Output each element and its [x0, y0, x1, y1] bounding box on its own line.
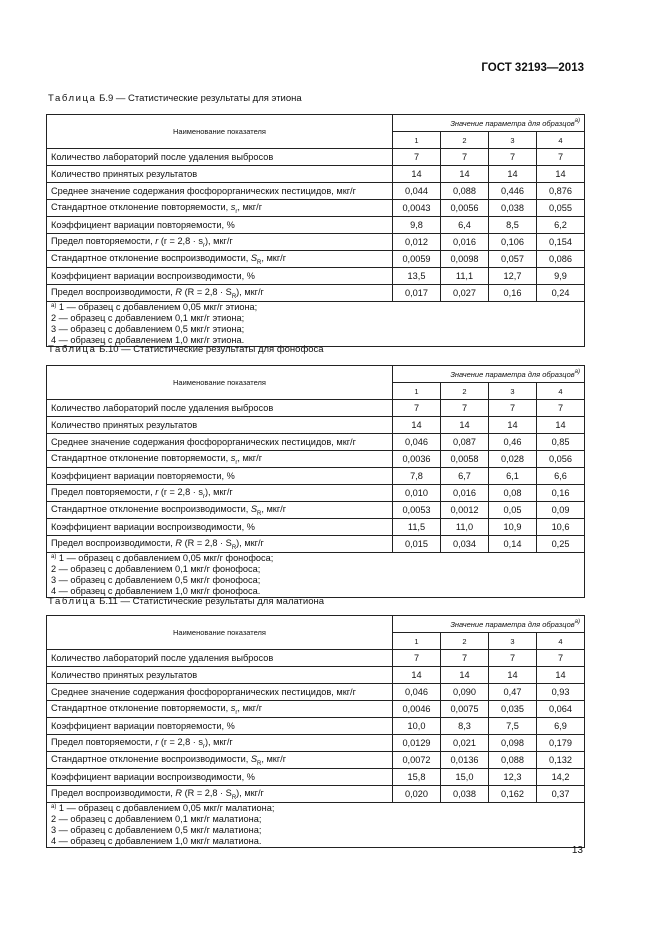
cell-value: 0,057 — [489, 251, 537, 268]
cell-value: 10,6 — [537, 519, 585, 536]
stats-table-fonofos — [46, 365, 585, 598]
table-row — [47, 400, 585, 417]
cell-value: 14 — [489, 417, 537, 434]
cell-value: 0,876 — [537, 183, 585, 200]
sample-number: 1 — [393, 132, 441, 149]
row-label: Предел повторяемости, r $(r = 2,8 \cdot s_r)$, мкг/г — [47, 234, 393, 251]
table-row — [47, 285, 585, 302]
cell-value: 6,4 — [441, 217, 489, 234]
column-header-values: Значение параметра для образцов$^{а)}$ — [393, 115, 585, 132]
cell-value: 0,05 — [489, 502, 537, 519]
row-label: Количество лабораторий после удаления выбросов — [47, 650, 393, 667]
row-label: Среднее значение содержания фосфорорганических пестицидов, мкг/г — [47, 684, 393, 701]
cell-value: 0,012 — [393, 234, 441, 251]
cell-value: 9,8 — [393, 217, 441, 234]
column-header-values: Значение параметра для образцов$^{а)}$ — [393, 616, 585, 633]
cell-value: 7 — [441, 650, 489, 667]
sample-number: 4 — [537, 633, 585, 650]
document-code: ГОСТ 32193—2013 — [481, 62, 584, 74]
cell-value: 12,3 — [489, 769, 537, 786]
cell-value: 0,162 — [489, 786, 537, 803]
cell-value: 0,098 — [489, 735, 537, 752]
table-caption: Таблица Б.9 — Статистические результаты для этиона — [48, 93, 302, 104]
cell-value: 0,93 — [537, 684, 585, 701]
cell-value: 8,5 — [489, 217, 537, 234]
table-row — [47, 769, 585, 786]
sample-number: 2 — [441, 383, 489, 400]
table-row — [47, 752, 585, 769]
row-label: Стандартное отклонение воспроизводимости, $S_R$, мкг/г — [47, 502, 393, 519]
cell-value: 14 — [537, 166, 585, 183]
stats-table-malathion — [46, 615, 585, 848]
cell-value: 0,46 — [489, 434, 537, 451]
footnote-row — [47, 553, 585, 598]
table-row — [47, 451, 585, 468]
row-label: Среднее значение содержания фосфорорганических пестицидов, мкг/г — [47, 434, 393, 451]
cell-value: 0,038 — [489, 200, 537, 217]
cell-value: 6,6 — [537, 468, 585, 485]
cell-value: 0,027 — [441, 285, 489, 302]
cell-value: 0,056 — [537, 451, 585, 468]
cell-value: 14 — [393, 417, 441, 434]
cell-value: 0,0098 — [441, 251, 489, 268]
table-row — [47, 183, 585, 200]
cell-value: 9,9 — [537, 268, 585, 285]
row-label: Предел воспроизводимости, R $(R = 2,8 \cdot S_R)$, мкг/г — [47, 536, 393, 553]
cell-value: 0,028 — [489, 451, 537, 468]
cell-value: 0,090 — [441, 684, 489, 701]
cell-value: 0,0075 — [441, 701, 489, 718]
cell-value: 0,044 — [393, 183, 441, 200]
row-label: Предел воспроизводимости, R $(R = 2,8 \cdot S_R)$, мкг/г — [47, 786, 393, 803]
table-row — [47, 718, 585, 735]
table-footnote: $^{а)}$ 1 — образец с добавлением 0,05 мкг/г фонофоса; 2 — образец с добавлением 0,1 мкг/г фонофоса; 3 — образец с добавлением 0,5 мкг/г фонофоса; 4 — образец с добавлением 1,0 мкг/г фонофоса. — [47, 553, 585, 598]
cell-value: 0,0046 — [393, 701, 441, 718]
row-label: Стандартное отклонение повторяемости, $s_r$, мкг/г — [47, 701, 393, 718]
table-footnote: $^{а)}$ 1 — образец с добавлением 0,05 мкг/г этиона; 2 — образец с добавлением 0,1 мкг/г этиона; 3 — образец с добавлением 0,5 мкг/г этиона; 4 — образец с добавлением 1,0 мкг/г этиона. — [47, 302, 585, 347]
table-row — [47, 786, 585, 803]
footnote-row — [47, 302, 585, 347]
table-row — [47, 268, 585, 285]
cell-value: 10,9 — [489, 519, 537, 536]
cell-value: 0,0072 — [393, 752, 441, 769]
cell-value: 14 — [537, 667, 585, 684]
cell-value: 13,5 — [393, 268, 441, 285]
cell-value: 7 — [393, 400, 441, 417]
table-row — [47, 217, 585, 234]
cell-value: 14 — [393, 667, 441, 684]
row-label: Коэффициент вариации повторяемости, % — [47, 217, 393, 234]
cell-value: 0,088 — [489, 752, 537, 769]
cell-value: 0,154 — [537, 234, 585, 251]
sample-number: 1 — [393, 633, 441, 650]
table-caption: Таблица Б.10 — Статистические результаты для фонофоса — [48, 344, 324, 355]
cell-value: 0,046 — [393, 434, 441, 451]
cell-value: 0,034 — [441, 536, 489, 553]
cell-value: 14 — [393, 166, 441, 183]
table-row — [47, 166, 585, 183]
cell-value: 7,8 — [393, 468, 441, 485]
cell-value: 0,0053 — [393, 502, 441, 519]
cell-value: 0,85 — [537, 434, 585, 451]
cell-value: 14 — [441, 166, 489, 183]
cell-value: 0,020 — [393, 786, 441, 803]
sample-number: 3 — [489, 633, 537, 650]
cell-value: 0,0036 — [393, 451, 441, 468]
cell-value: 0,0136 — [441, 752, 489, 769]
table-row — [47, 684, 585, 701]
cell-value: 0,010 — [393, 485, 441, 502]
cell-value: 6,1 — [489, 468, 537, 485]
stats-table-ethion — [46, 114, 585, 347]
sample-number: 1 — [393, 383, 441, 400]
cell-value: 11,5 — [393, 519, 441, 536]
cell-value: 0,09 — [537, 502, 585, 519]
column-header-values: Значение параметра для образцов$^{а)}$ — [393, 366, 585, 383]
row-label: Количество лабораторий после удаления выбросов — [47, 400, 393, 417]
cell-value: 0,16 — [489, 285, 537, 302]
row-label: Коэффициент вариации воспроизводимости, % — [47, 519, 393, 536]
row-label: Стандартное отклонение повторяемости, $s_r$, мкг/г — [47, 200, 393, 217]
row-label: Среднее значение содержания фосфорорганических пестицидов, мкг/г — [47, 183, 393, 200]
cell-value: 0,0129 — [393, 735, 441, 752]
cell-value: 0,47 — [489, 684, 537, 701]
table-row — [47, 701, 585, 718]
sample-number: 2 — [441, 633, 489, 650]
cell-value: 11,1 — [441, 268, 489, 285]
table-row — [47, 251, 585, 268]
column-header-name: Наименование показателя — [47, 115, 393, 149]
table-row — [47, 200, 585, 217]
cell-value: 14 — [441, 667, 489, 684]
table-row — [47, 234, 585, 251]
sample-number: 4 — [537, 132, 585, 149]
cell-value: 7 — [489, 149, 537, 166]
table-row — [47, 434, 585, 451]
cell-value: 11,0 — [441, 519, 489, 536]
cell-value: 8,3 — [441, 718, 489, 735]
sample-number: 4 — [537, 383, 585, 400]
cell-value: 0,088 — [441, 183, 489, 200]
row-label: Коэффициент вариации повторяемости, % — [47, 468, 393, 485]
table-row — [47, 468, 585, 485]
cell-value: 0,132 — [537, 752, 585, 769]
cell-value: 7 — [489, 400, 537, 417]
row-label: Стандартное отклонение воспроизводимости, $S_R$, мкг/г — [47, 251, 393, 268]
cell-value: 7 — [489, 650, 537, 667]
cell-value: 0,016 — [441, 485, 489, 502]
row-label: Количество принятых результатов — [47, 417, 393, 434]
cell-value: 15,8 — [393, 769, 441, 786]
row-label: Количество лабораторий после удаления выбросов — [47, 149, 393, 166]
table-caption: Таблица Б.11 — Статистические результаты для малатиона — [48, 596, 325, 607]
cell-value: 14 — [441, 417, 489, 434]
cell-value: 0,0058 — [441, 451, 489, 468]
cell-value: 15,0 — [441, 769, 489, 786]
cell-value: 0,446 — [489, 183, 537, 200]
cell-value: 7 — [393, 650, 441, 667]
row-label: Количество принятых результатов — [47, 667, 393, 684]
cell-value: 0,106 — [489, 234, 537, 251]
cell-value: 7 — [537, 400, 585, 417]
cell-value: 14 — [537, 417, 585, 434]
cell-value: 0,017 — [393, 285, 441, 302]
cell-value: 0,086 — [537, 251, 585, 268]
row-label: Коэффициент вариации повторяемости, % — [47, 718, 393, 735]
cell-value: 6,9 — [537, 718, 585, 735]
row-label: Коэффициент вариации воспроизводимости, % — [47, 769, 393, 786]
cell-value: 0,16 — [537, 485, 585, 502]
row-label: Стандартное отклонение повторяемости, $s_r$, мкг/г — [47, 451, 393, 468]
cell-value: 14,2 — [537, 769, 585, 786]
column-header-name: Наименование показателя — [47, 366, 393, 400]
cell-value: 0,0043 — [393, 200, 441, 217]
cell-value: 6,2 — [537, 217, 585, 234]
footnote-row — [47, 803, 585, 848]
cell-value: 0,0059 — [393, 251, 441, 268]
cell-value: 0,25 — [537, 536, 585, 553]
cell-value: 0,038 — [441, 786, 489, 803]
table-row — [47, 417, 585, 434]
table-row — [47, 502, 585, 519]
sample-number: 3 — [489, 383, 537, 400]
cell-value: 0,0056 — [441, 200, 489, 217]
row-label: Стандартное отклонение воспроизводимости, $S_R$, мкг/г — [47, 752, 393, 769]
cell-value: 0,087 — [441, 434, 489, 451]
cell-value: 0,021 — [441, 735, 489, 752]
cell-value: 0,015 — [393, 536, 441, 553]
column-header-name: Наименование показателя — [47, 616, 393, 650]
table-row — [47, 149, 585, 166]
cell-value: 0,37 — [537, 786, 585, 803]
sample-number: 2 — [441, 132, 489, 149]
table-row — [47, 667, 585, 684]
table-row — [47, 735, 585, 752]
cell-value: 0,08 — [489, 485, 537, 502]
cell-value: 0,016 — [441, 234, 489, 251]
cell-value: 12,7 — [489, 268, 537, 285]
table-row — [47, 519, 585, 536]
cell-value: 0,064 — [537, 701, 585, 718]
cell-value: 10,0 — [393, 718, 441, 735]
cell-value: 7,5 — [489, 718, 537, 735]
table-row — [47, 650, 585, 667]
table-row — [47, 536, 585, 553]
row-label: Предел повторяемости, r $(r = 2,8 \cdot s_r)$, мкг/г — [47, 735, 393, 752]
cell-value: 7 — [537, 650, 585, 667]
sample-number: 3 — [489, 132, 537, 149]
cell-value: 0,035 — [489, 701, 537, 718]
cell-value: 7 — [393, 149, 441, 166]
cell-value: 0,055 — [537, 200, 585, 217]
cell-value: 0,179 — [537, 735, 585, 752]
cell-value: 6,7 — [441, 468, 489, 485]
page-number: 13 — [571, 845, 583, 856]
row-label: Предел воспроизводимости, R $(R = 2,8 \cdot S_R)$, мкг/г — [47, 285, 393, 302]
cell-value: 7 — [441, 400, 489, 417]
cell-value: 0,0012 — [441, 502, 489, 519]
cell-value: 14 — [489, 667, 537, 684]
table-row — [47, 485, 585, 502]
cell-value: 7 — [441, 149, 489, 166]
row-label: Количество принятых результатов — [47, 166, 393, 183]
cell-value: 0,24 — [537, 285, 585, 302]
table-footnote: $^{а)}$ 1 — образец с добавлением 0,05 мкг/г малатиона; 2 — образец с добавлением 0,1 мкг/г малатиона; 3 — образец с добавлением 0,5 мкг/г малатиона; 4 — образец с добавлением 1,0 мкг/г малатиона. — [47, 803, 585, 848]
cell-value: 0,046 — [393, 684, 441, 701]
row-label: Предел повторяемости, r $(r = 2,8 \cdot s_r)$, мкг/г — [47, 485, 393, 502]
cell-value: 0,14 — [489, 536, 537, 553]
cell-value: 14 — [489, 166, 537, 183]
row-label: Коэффициент вариации воспроизводимости, % — [47, 268, 393, 285]
cell-value: 7 — [537, 149, 585, 166]
